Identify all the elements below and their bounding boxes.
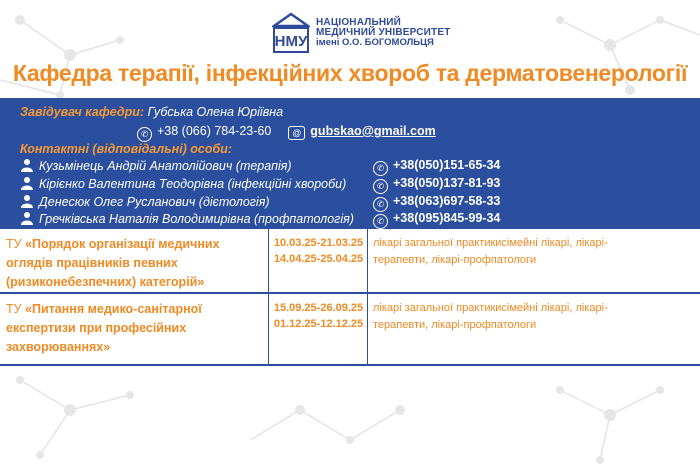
course-title-line: експертизи при професійних xyxy=(6,321,187,335)
course-dates-cell xyxy=(270,229,368,292)
university-logo xyxy=(272,12,451,54)
course-title-line: захворюваннях» xyxy=(6,340,111,354)
contact-person xyxy=(20,194,270,209)
contacts-label: Контактні (відповідальні) особи: xyxy=(20,142,233,156)
phone-icon: ✆ xyxy=(373,161,388,176)
contact-person xyxy=(20,176,346,191)
contact-person xyxy=(20,211,354,226)
course-audience-cell xyxy=(369,294,700,364)
person-icon xyxy=(20,194,34,208)
contact-phone-row xyxy=(373,194,500,212)
course-title-line: «Порядок організації медичних xyxy=(25,237,220,251)
course-date: 14.04.25-25.04.25 xyxy=(273,253,364,265)
person-icon xyxy=(20,176,34,190)
head-label: Завідувач кафедри: xyxy=(20,105,145,119)
contact-phone-row xyxy=(373,176,500,194)
svg-text:НМУ: НМУ xyxy=(274,33,308,50)
head-email-link[interactable]: gubskao@gmail.com xyxy=(310,124,436,138)
contact-phone: +38(063)697-58-33 xyxy=(393,194,501,208)
logo-line-2: МЕДИЧНИЙ УНІВЕРСИТЕТ xyxy=(316,27,451,38)
course-audience-cell xyxy=(369,229,700,292)
phone-icon: ✆ xyxy=(373,197,388,212)
course-audience-line: лікарі загальної практикисімейні лікарі, лікарі- xyxy=(373,302,608,314)
contact-name: Денесюк Олег Русланович (дієтологія) xyxy=(39,195,270,209)
contact-name: Кірієнко Валентина Теодорівна (інфекційні хвороби) xyxy=(39,177,347,191)
course-date: 01.12.25-12.12.25 xyxy=(273,318,364,330)
person-icon xyxy=(20,158,34,172)
head-name: Губська Олена Юріївна xyxy=(147,105,284,119)
logo-line-1: НАЦІОНАЛЬНИЙ xyxy=(316,17,402,28)
contact-phone-row xyxy=(373,211,500,229)
course-name-cell xyxy=(0,294,269,364)
phone-icon: ✆ xyxy=(373,214,388,229)
table-row xyxy=(0,294,700,366)
course-prefix: ТУ xyxy=(6,237,26,251)
courses-table xyxy=(0,229,700,366)
course-prefix: ТУ xyxy=(6,302,26,316)
contact-phone: +38(050)151-65-34 xyxy=(393,158,501,172)
email-icon: @ xyxy=(288,126,305,140)
logo-line-3: імені О.О. БОГОМОЛЬЦЯ xyxy=(316,37,434,48)
table-row xyxy=(0,229,700,294)
course-date: 15.09.25-26.09.25 xyxy=(273,302,364,314)
phone-icon: ✆ xyxy=(137,127,152,142)
contact-name: Гречківська Наталія Володимирівна (профпатологія) xyxy=(39,212,354,226)
course-date: 10.03.25-21.03.25 xyxy=(273,237,364,249)
course-audience-line: терапевти, лікарі-профпатологи xyxy=(373,254,537,266)
contacts-label-row xyxy=(20,142,232,156)
course-dates-cell xyxy=(270,294,368,364)
contact-name: Кузьмінець Андрій Анатолійович (терапія) xyxy=(39,159,292,173)
head-row xyxy=(20,105,283,119)
course-audience-line: лікарі загальної практикисімейні лікарі, лікарі- xyxy=(373,237,608,249)
course-title-line: (ризиконебезпечних) категорій» xyxy=(6,275,205,289)
contact-phone: +38(050)137-81-93 xyxy=(393,176,501,190)
person-icon xyxy=(20,211,34,225)
course-name-cell xyxy=(0,229,269,292)
course-title-line: «Питання медико-санітарної xyxy=(25,302,202,316)
contact-person xyxy=(20,158,292,173)
course-title-line: оглядів працівників певних xyxy=(6,256,178,270)
logo-emblem-icon xyxy=(272,12,310,54)
course-audience-line: терапевти, лікарі-профпатологи xyxy=(373,319,537,331)
contacts-panel xyxy=(0,98,700,229)
contact-phone: +38(095)845-99-34 xyxy=(393,211,501,225)
head-contacts-row xyxy=(137,124,436,142)
page-title: Кафедра терапії, інфекційних хвороб та дерматовенерології xyxy=(12,60,688,86)
head-phone: +38 (066) 784-23-60 xyxy=(157,124,272,138)
contact-phone-row xyxy=(373,158,500,176)
phone-icon: ✆ xyxy=(373,179,388,194)
